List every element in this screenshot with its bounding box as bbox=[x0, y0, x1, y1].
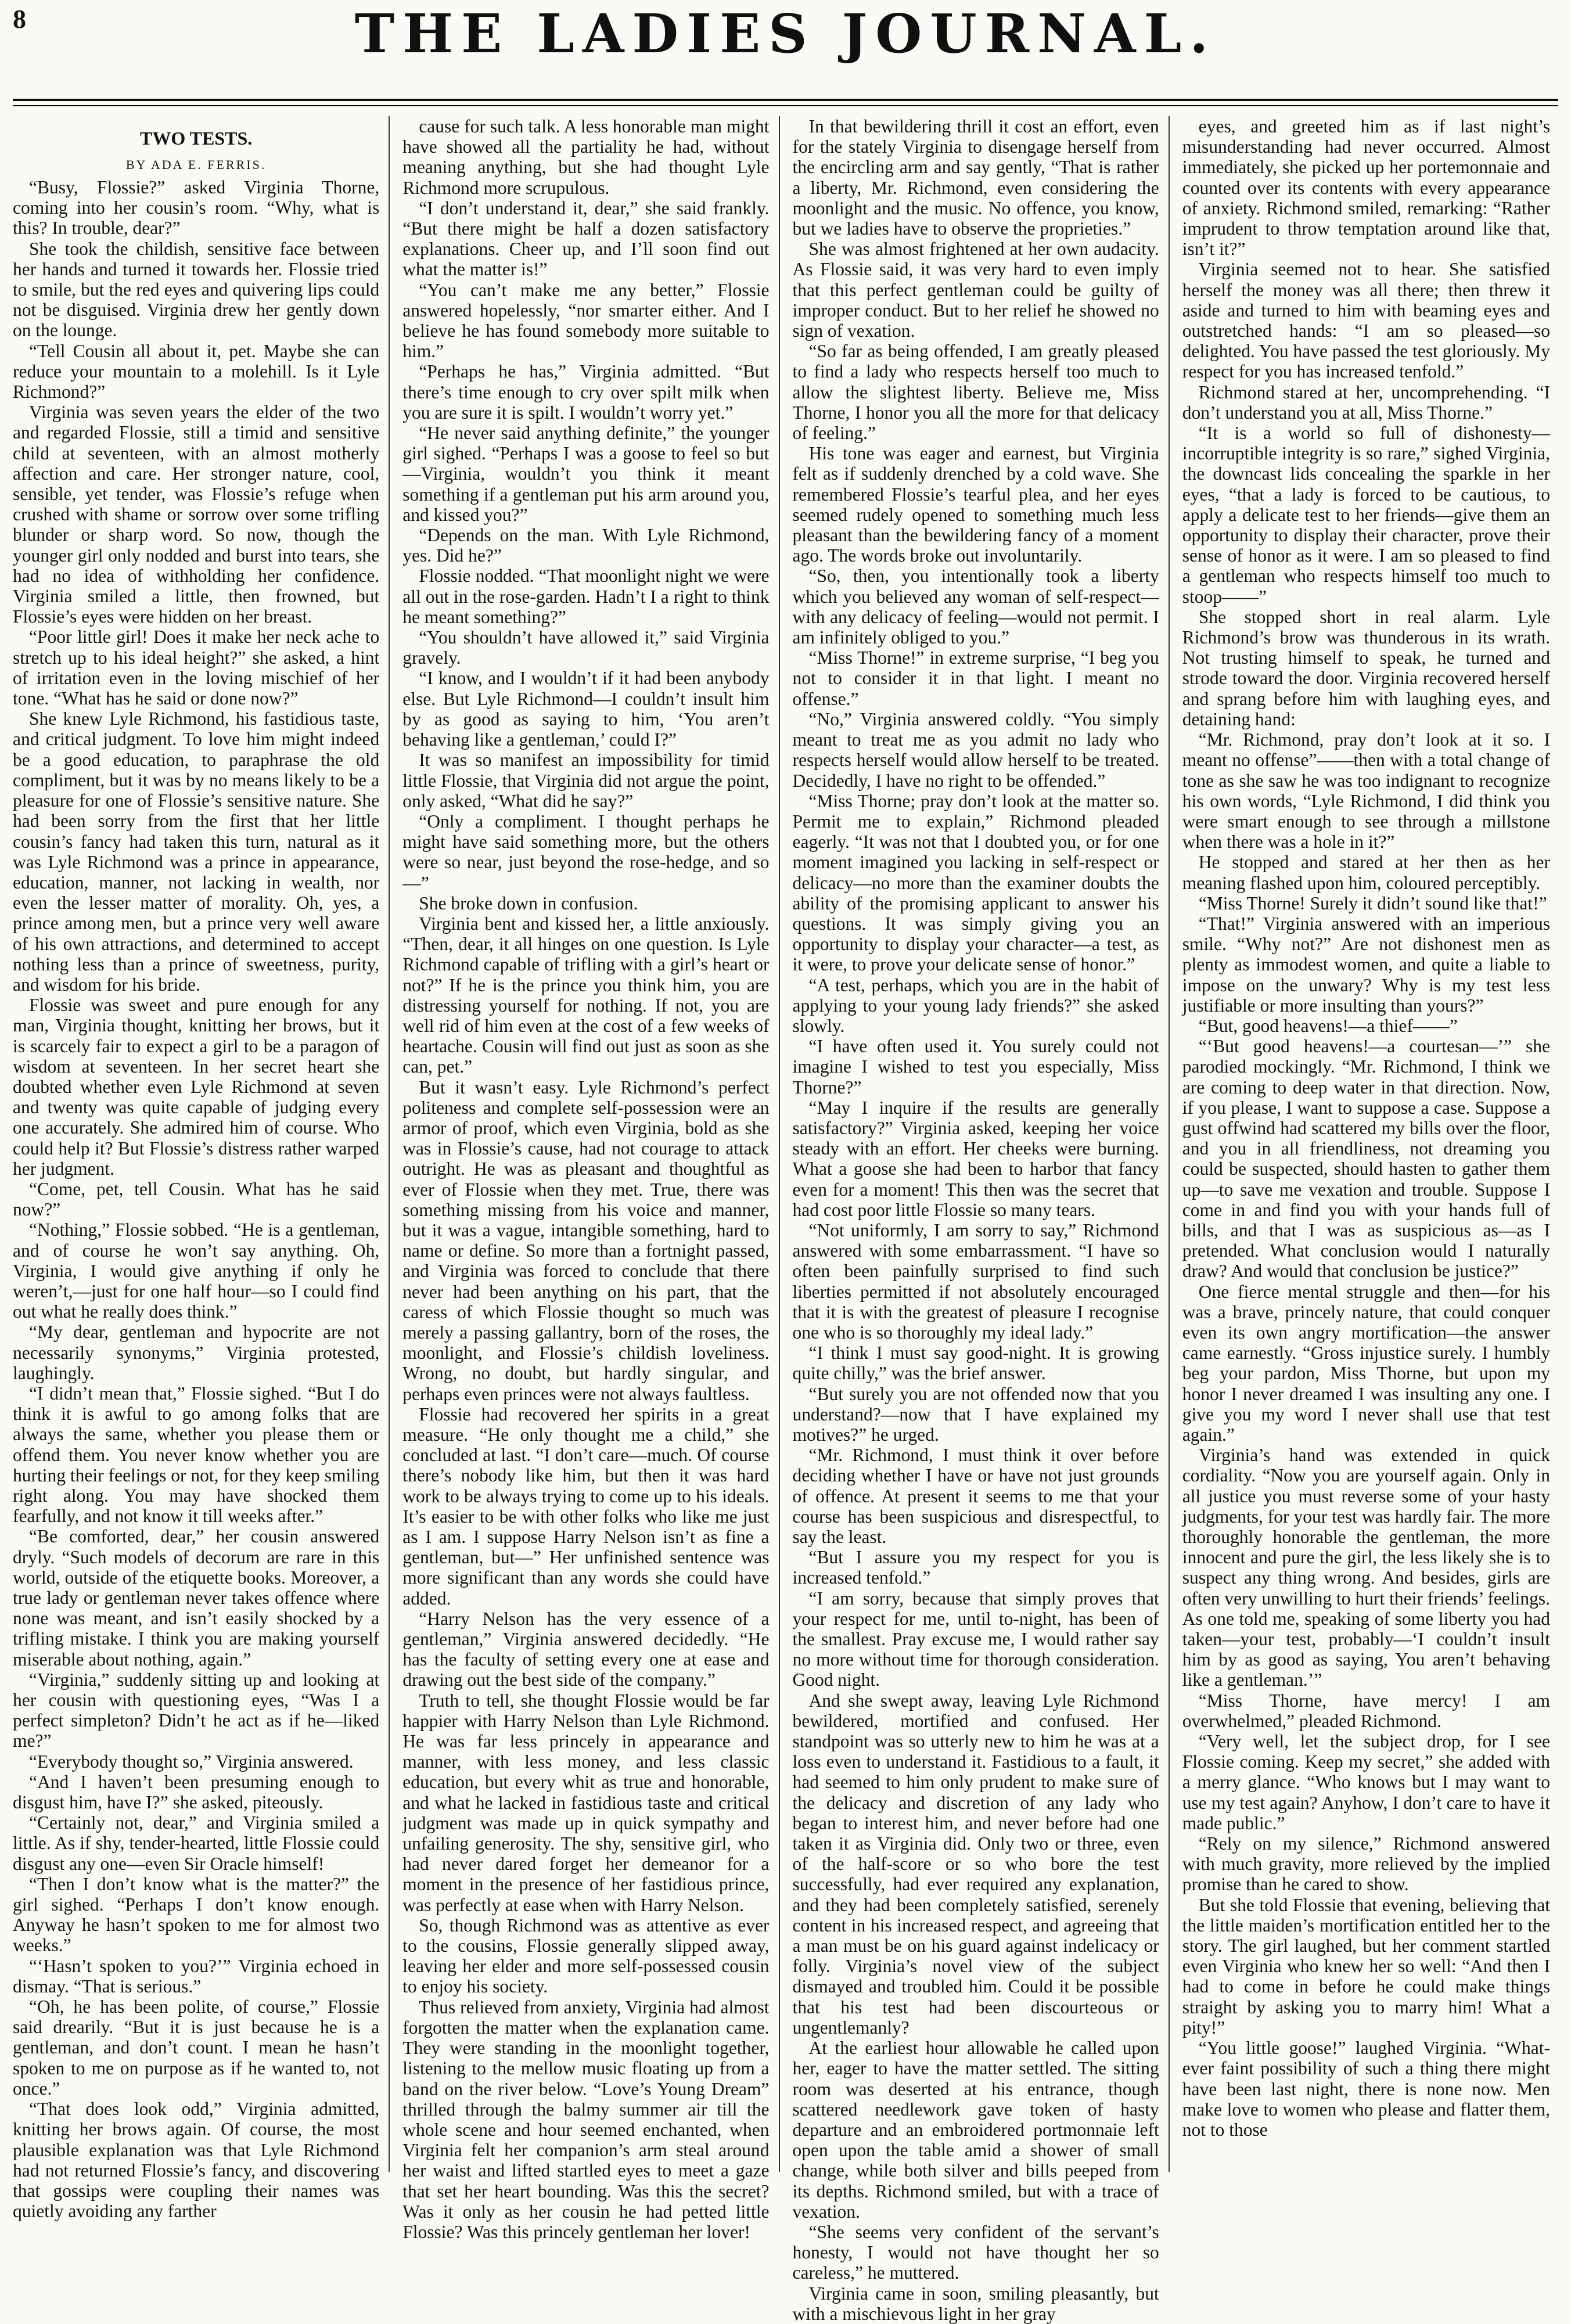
paragraph: cause for such talk. A less honorable man might have showed all the partiality he had, without meaning anything, but she had thought Lyle Richmond more scrupulous. bbox=[402, 116, 770, 198]
column-4 bbox=[1182, 116, 1559, 2172]
paragraph: She broke down in confusion. bbox=[419, 893, 638, 913]
journal-title: THE LADIES JOURNAL. bbox=[354, 2, 1217, 65]
paragraph: “Harry Nelson has the very essence of a gentleman,” Virginia answered decidedly. “He has the faculty of setting every one at ease and drawing out the best side of the company.” bbox=[402, 1608, 770, 1690]
paragraph: “Come, pet, tell Cousin. What has he said now?” bbox=[13, 1178, 380, 1220]
paragraph: “Nothing,” Flossie sobbed. “He is a gentleman, and of course he won’t say anything. Oh, Virginia, I would give anything if only he weren’t,—just for one half hour—so I could find out what he really does think.” bbox=[13, 1219, 380, 1322]
paragraph: “I don’t understand it, dear,” she said frankly. “But there might be half a dozen satisfactory explanations. Cheer up, and I’ll soon find out what the matter is!” bbox=[402, 197, 770, 280]
column-1 bbox=[13, 116, 390, 2222]
paragraph: “Tell Cousin all about it, pet. Maybe she can reduce your mountain to a molehill. Is it Lyle Richmond?” bbox=[13, 340, 380, 402]
paragraph: “So far as being offended, I am greatly pleased to find a lady who respects herself too much to allow the slightest liberty. Believe me, Miss Thorne, I honor you all the more for that delicacy of feeling.” bbox=[792, 341, 1159, 444]
paragraph: “‘But good heavens!—a courtesan—’” she parodied mockingly. “Mr. Richmond, I think we are coming to deep water in that direction. Now, if you please, I want to suppose a case. Suppose a gust offwind had scattered my bills over the floor, and you in all friendliness, not dreaming you could be suspected, should hasten to gather them up—to save me vexation and trouble. Suppose I come in and find you with your hands full of bills, and that I was as suspicious as—as I pretended. What conclusion would I naturally draw? And would that conclusion be justice?” bbox=[1182, 1036, 1550, 1282]
paragraph: He stopped and stared at her then as her meaning flashed upon him, coloured perceptibly. bbox=[1182, 852, 1550, 893]
paragraph: Virginia came in soon, smiling pleasantly, but with a mischievous light in her gray bbox=[792, 2283, 1159, 2324]
paragraph: “Certainly not, dear,” and Virginia smiled a little. As if shy, tender-hearted, little Flossie could disgust any one—even Sir Oracle himself! bbox=[13, 1812, 380, 1874]
story-title: TWO TESTS. bbox=[139, 128, 253, 149]
paragraph: “Miss Thorne, have mercy! I am overwhelmed,” pleaded Richmond. bbox=[1182, 1690, 1550, 1731]
paragraph: “You can’t make me any better,” Flossie answered hopelessly, “nor smarter either. And I believe he has found somebody more suitable to him.” bbox=[402, 279, 770, 362]
paragraph: It was so manifest an impossibility for timid little Flossie, that Virginia did not argue the point, only asked, “What did he say?” bbox=[402, 750, 770, 811]
paragraph: “A test, perhaps, which you are in the habit of applying to your young lady friends?” she asked slowly. bbox=[792, 974, 1159, 1036]
paragraph: “But, good heavens!—a thief——” bbox=[1198, 1015, 1458, 1036]
paragraph: “Oh, he has been polite, of course,” Flossie said drearily. “But it is just because he is a gentleman, and don’t count. I mean he hasn’t spoken to me on purpose as if he wanted to, not once.” bbox=[13, 1996, 380, 2099]
paragraph: “So, then, you intentionally took a liberty which you believed any woman of self-respect—with any delicacy of feeling—would not permit. I am infinitely obliged to you.” bbox=[792, 566, 1159, 648]
paragraph: Virginia bent and kissed her, a little anxiously. “Then, dear, it all hinges on one question. Is Lyle Richmond capable of trifling with a girl’s heart or not?” If he is the prince you think him, you are distressing yourself for nothing. If not, you are well rid of him even at the cost of a few weeks of heartache. Cousin will find out just as soon as she can, pet.” bbox=[402, 913, 770, 1077]
masthead bbox=[0, 0, 1571, 116]
article-columns bbox=[13, 116, 1559, 2324]
paragraph: “I think I must say good-night. It is growing quite chilly,” was the brief answer. bbox=[792, 1343, 1159, 1384]
paragraph: “Busy, Flossie?” asked Virginia Thorne, coming into her cousin’s room. “Why, what is this? In trouble, dear?” bbox=[13, 177, 380, 239]
paragraph: She stopped short in real alarm. Lyle Richmond’s brow was thunderous in its wrath. Not trusting himself to speak, he turned and strode toward the door. Virginia recovered herself and sprang before him with laughing eyes, and detaining hand: bbox=[1182, 606, 1550, 729]
paragraph: Virginia’s hand was extended in quick cordiality. “Now you are yourself again. Only in all justice you must reverse some of your hasty judgments, for your test was hardly fair. The more thoroughly honorable the gentleman, the more innocent and pure the girl, the less likely she is to suspect any thing wrong. And besides, girls are often very unwilling to hurt their friends’ feelings. As one told me, speaking of some liberty you had taken—your test, probably—‘I couldn’t insult him by as good as saying, You aren’t behaving like a gentleman.’” bbox=[1182, 1445, 1550, 1690]
paragraph: So, though Richmond was as attentive as ever to the cousins, Flossie generally slipped away, leaving her elder and more self-possessed cousin to enjoy his society. bbox=[402, 1915, 770, 1997]
paragraph: “Rely on my silence,” Richmond answered with much gravity, more relieved by the implied promise than he cared to show. bbox=[1182, 1833, 1550, 1895]
paragraph: “‘Hasn’t spoken to you?’” Virginia echoed in dismay. “That is serious.” bbox=[13, 1955, 380, 1996]
paragraph: “Miss Thorne; pray don’t look at the matter so. Permit me to explain,” Richmond pleaded eagerly. “It was not that I doubted you, or for one moment imagined you lacking in self-respect or delicacy—no more than the examiner doubts the ability of the promising applicant to answer his questions. It was simply giving you an opportunity to display your character—a test, as it were, to prove your delicate sense of honor.” bbox=[792, 790, 1159, 975]
paragraph: “And I haven’t been presuming enough to disgust him, have I?” she asked, piteously. bbox=[13, 1771, 380, 1813]
paragraph: “May I inquire if the results are generally satisfactory?” Virginia asked, keeping her voice steady with an effort. Her cheeks were burning. What a goose she had been to harbor that fancy even for a moment! This then was the secret that had cost poor little Flossie so many tears. bbox=[792, 1097, 1159, 1220]
paragraph: “Be comforted, dear,” her cousin answered dryly. “Such models of decorum are rare in this world, outside of the etiquette books. Moreover, a true lady or gentleman never takes offence where none was meant, and isn’t easily shocked by a trifling mistake. I think you are making yourself miserable about nothing, again.” bbox=[13, 1526, 380, 1670]
paragraph: “Perhaps he has,” Virginia admitted. “But there’s time enough to cry over spilt milk when you are sure it is spilt. I wouldn’t worry yet.” bbox=[402, 361, 770, 423]
paragraph: “My dear, gentleman and hypocrite are not necessarily synonyms,” Virginia protested, laughingly. bbox=[13, 1322, 380, 1383]
paragraph: eyes, and greeted him as if last night’s misunderstanding had never occurred. Almost immediately, she picked up her portemonnaie and counted over its contents with every appearance of anxiety. Richmond smiled, remarking: “Rather imprudent to throw temptation around like that, isn’t it?” bbox=[1182, 116, 1550, 260]
paragraph: “But I assure you my respect for you is increased tenfold.” bbox=[792, 1547, 1159, 1588]
paragraph: One fierce mental struggle and then—for his was a brave, princely nature, that could conquer even its own angry mortification—the answer came earnestly. “Gross injustice surely. I humbly beg your pardon, Miss Thorne, but upon my honor I never dreamed I was insulting any one. I give you my word I never shall use that test again.” bbox=[1182, 1281, 1550, 1445]
paragraph: “Depends on the man. With Lyle Richmond, yes. Did he?” bbox=[402, 525, 770, 566]
story-byline: BY ADA E. FERRIS. bbox=[125, 157, 267, 172]
paragraph: Flossie nodded. “That moonlight night we were all out in the rose-garden. Hadn’t I a right to think he meant something?” bbox=[402, 566, 770, 627]
column-2 bbox=[402, 116, 779, 2242]
paragraph: “That does look odd,” Virginia admitted, knitting her brows again. Of course, the most plausible explanation was that Lyle Richmond had not returned Flossie’s fancy, and discovering that gossips were coupling their names was quietly avoiding any farther bbox=[13, 2099, 380, 2222]
paragraph: “Very well, let the subject drop, for I see Flossie coming. Keep my secret,” she added with a merry glance. “Who knows but I may want to use my test again? Anyhow, I don’t care to have it made public.” bbox=[1182, 1731, 1550, 1833]
paragraph: But she told Flossie that evening, believing that the little maiden’s mortification entitled her to the story. The girl laughed, but her comment startled even Virginia who knew her so well: “And then I had to come in before he could make things straight by asking you to marry him! What a pity!” bbox=[1182, 1894, 1550, 2038]
paragraph: “He never said anything definite,” the younger girl sighed. “Perhaps I was a goose to feel so but—Virginia, wouldn’t you think it meant something if a gentleman put his arm around you, and kissed you?” bbox=[402, 423, 770, 525]
paragraph: “Only a compliment. I thought perhaps he might have said something more, but the others were so near, just beyond the rose-hedge, and so—” bbox=[402, 811, 770, 893]
paragraph: “Mr. Richmond, I must think it over before deciding whether I have or have not just grounds of offence. At present it seems to me that your course has been suspicious and disrespectful, to say the least. bbox=[792, 1445, 1159, 1548]
paragraph: She took the childish, sensitive face between her hands and turned it towards her. Flossie tried to smile, but the red eyes and quivering lips could not be disguised. Virginia drew her gently down on the lounge. bbox=[13, 238, 380, 341]
paragraph: “You shouldn’t have allowed it,” said Virginia gravely. bbox=[402, 627, 770, 668]
paragraph: “Miss Thorne!” in extreme surprise, “I beg you not to consider it in that light. I meant no offense.” bbox=[792, 647, 1159, 709]
paragraph: “I didn’t mean that,” Flossie sighed. “But I do think it is awful to go among folks that are always the same, whether you please them or offend them. You never know whether you are hurting their feelings or not, for they keep smiling right along. You may have shocked them fearfully, and not know it till weeks after.” bbox=[13, 1383, 380, 1527]
paragraph: “No,” Virginia answered coldly. “You simply meant to treat me as you admit no lady who respects herself would allow herself to be treated. Decidedly, I have no right to be offended.” bbox=[792, 708, 1159, 791]
paragraph: Virginia seemed not to hear. She satisfied herself the money was all there; then threw it aside and turned to him with beaming eyes and outstretched hands: “I am so pleased—so delighted. You have passed the test gloriously. My respect for you has increased tenfold.” bbox=[1182, 259, 1550, 382]
paragraph: Flossie had recovered her spirits in a great measure. “He only thought me a child,” she concluded at last. “I don’t care—much. Of course there’s nobody like him, but then it was hard work to be always trying to come up to his ideals. It’s easier to be with other folks who like me just as I am. I suppose Harry Nelson isn’t as fine a gentleman, but—” Her unfinished sentence was more significant than any words she could have added. bbox=[402, 1404, 770, 1609]
paragraph: “Everybody thought so,” Virginia answered. bbox=[29, 1751, 354, 1772]
paragraph: “Virginia,” suddenly sitting up and looking at her cousin with questioning eyes, “Was I a perfect simpleton? Didn’t he act as if he—liked me?” bbox=[13, 1669, 380, 1751]
paragraph: Flossie was sweet and pure enough for any man, Virginia thought, knitting her brows, but it is scarcely fair to expect a girl to be a paragon of wisdom at seventeen. In her secret heart she doubted whether even Lyle Richmond at seven and twenty was quite capable of judging every one accurately. She admired him of course. Who could help it? But Flossie’s distress rather warped her judgment. bbox=[13, 995, 380, 1179]
paragraph: “You little goose!” laughed Virginia. “What-ever faint possibility of such a thing there might have been last night, there is none now. Men make love to women who please and flatter them, not to those bbox=[1182, 2038, 1550, 2140]
paragraph: Truth to tell, she thought Flossie would be far happier with Harry Nelson than Lyle Richmond. He was far less princely in appearance and manner, with less money, and less classic education, but every whit as true and honorable, and what he lacked in fastidious taste and critical judgment was made up in quick sympathy and unfailing generosity. The shy, sensitive girl, who had never dared forget her demeanor for a moment in the presence of her fastidious prince, was perfectly at ease when with Harry Nelson. bbox=[402, 1690, 770, 1915]
masthead-rule bbox=[13, 99, 1558, 106]
paragraph: She was almost frightened at her own audacity. As Flossie said, it was very hard to even imply that this perfect gentleman could be guilty of improper conduct. But to her relief he showed no sign of vexation. bbox=[792, 239, 1159, 341]
paragraph: “That!” Virginia answered with an imperious smile. “Why not?” Are not dishonest men as plenty as immodest women, and quite a liable to impose on the unwary? Why is my test less justifiable or more insulting than yours?” bbox=[1182, 913, 1550, 1016]
paragraph: “But surely you are not offended now that you understand?—now that I have explained my motives?” he urged. bbox=[792, 1383, 1159, 1445]
paragraph: In that bewildering thrill it cost an effort, even for the stately Virginia to disengage herself from the encircling arm and say gently, “That is rather a liberty, Mr. Richmond, even considering the moonlight and the music. No offence, you know, but we ladies have to observe the proprieties.” bbox=[792, 116, 1159, 239]
paragraph: And she swept away, leaving Lyle Richmond bewildered, mortified and confused. Her standpoint was so utterly new to him he was at a loss even to understand it. Fastidious to a fault, it had seemed to him only prudent to make sure of the delicacy and discretion of any lady who began to interest him, and never before had one taken it as Virginia did. Only two or three, even of the half-score or so who bore the test successfully, had ever required any explanation, and they had been completely satisfied, serenely content in his increased respect, and agreeing that a man must be on his guard against indelicacy or folly. Virginia’s novel view of the subject dismayed and troubled him. Could it be possible that his test had been discourteous or ungentlemanly? bbox=[792, 1690, 1159, 2038]
paragraph: “Not uniformly, I am sorry to say,” Richmond answered with some embarrassment. “I have so often been painfully surprised to find such liberties permitted if not absolutely encouraged that it is with the greatest of pleasure I recognise one who is so thoroughly my ideal lady.” bbox=[792, 1219, 1159, 1343]
paragraph: “Poor little girl! Does it make her neck ache to stretch up to his ideal height?” she asked, a hint of irritation even in the loving mischief of her tone. “What has he said or done now?” bbox=[13, 627, 380, 709]
paragraph: “I am sorry, because that simply proves that your respect for me, until to-night, has been of the smallest. Pray excuse me, I would rather say no more without time for thorough consideration. Good night. bbox=[792, 1588, 1159, 1690]
paragraph: She knew Lyle Richmond, his fastidious taste, and critical judgment. To love him might indeed be a good education, to paraphrase the old compliment, but it was by no means likely to be a pleasure for one of Flossie’s sensitive nature. She had been sorry from the first that her little cousin’s fancy had taken this turn, natural as it was Lyle Richmond was a prince in appearance, education, manner, not lacking in wealth, nor even the lesser matter of morality. Oh, yes, a prince among men, but a prince very well aware of his own attractions, and determined to accept nothing less than a prince of sweetness, purity, and wisdom for his bride. bbox=[13, 708, 380, 995]
paragraph: “Mr. Richmond, pray don’t look at it so. I meant no offense”——then with a total change of tone as she saw he was too indignant to recognize his own words, “Lyle Richmond, I did think you were smart enough to see through a millstone when there was a hole in it?” bbox=[1182, 729, 1550, 852]
paragraph: “I have often used it. You surely could not imagine I wished to test you especially, Miss Thorne?” bbox=[792, 1036, 1159, 1098]
paragraph: But it wasn’t easy. Lyle Richmond’s perfect politeness and complete self-possession were an armor of proof, which even Virginia, bold as she was in Flossie’s cause, had not courage to attack outright. He was as pleasant and thoughtful as ever of Flossie when they met. True, there was something missing from his voice and manner, but it was a vague, intangible something, hard to name or define. So more than a fortnight passed, and Virginia was forced to conclude that there never had been anything on his part, that the caress of which Flossie thought so much was merely a passing gallantry, born of the roses, the moonlight, and Flossie’s childish loveliness. Wrong, no doubt, but hardly singular, and perhaps even princes were not always faultless. bbox=[402, 1077, 770, 1404]
paragraph: Thus relieved from anxiety, Virginia had almost forgotten the matter when the explanation came. They were standing in the moonlight together, listening to the mellow music floating up from a band on the river below. “Love’s Young Dream” thrilled through the balmy summer air till the whole scene and hour seemed enchanted, when Virginia felt her companion’s arm steal around her waist and lifted startled eyes to meet a gaze that set her heart bounding. Was this the secret? Was it only as her cousin he had petted little Flossie? Was this princely gentleman her lover! bbox=[402, 1996, 770, 2242]
paragraph: “Then I don’t know what is the matter?” the girl sighed. “Perhaps I don’t know enough. Anyway he hasn’t spoken to me for almost two weeks.” bbox=[13, 1873, 380, 1956]
paragraph: “She seems very confident of the servant’s honesty, I would not have thought her so careless,” he muttered. bbox=[792, 2221, 1159, 2283]
paragraph: His tone was eager and earnest, but Virginia felt as if suddenly drenched by a cold wave. She remembered Flossie’s tearful plea, and her eyes seemed rudely opened to something much less pleasant than the bewildering fancy of a moment ago. The words broke out involuntarily. bbox=[792, 443, 1159, 566]
paragraph: At the earliest hour allowable he called upon her, eager to have the matter settled. The sitting room was deserted at his entrance, though scattered needlework gave token of hasty departure and an embroidered portmonnaie left open upon the table amid a shower of small change, while both silver and bills peeped from its depths. Richmond smiled, but with a trace of vexation. bbox=[792, 2038, 1159, 2222]
column-3 bbox=[792, 116, 1170, 2324]
page-number: 8 bbox=[13, 4, 26, 34]
paragraph: “Miss Thorne! Surely it didn’t sound like that!” bbox=[1198, 893, 1547, 913]
paragraph: “I know, and I wouldn’t if it had been anybody else. But Lyle Richmond—I couldn’t insult him by as good as saying to him, ‘You aren’t behaving like a gentleman,’ could I?” bbox=[402, 668, 770, 750]
paragraph: “It is a world so full of dishonesty—incorruptible integrity is so rare,” sighed Virginia, the downcast lids concealing the sparkle in her eyes, “that a lady is forced to be cautious, to apply a delicate test to her friends—give them an opportunity to display their character, prove their sense of honor as it were. I am so pleased to find a gentleman who respects himself too much to stoop——” bbox=[1182, 423, 1550, 607]
paragraph: Richmond stared at her, uncomprehending. “I don’t understand you at all, Miss Thorne.” bbox=[1182, 382, 1550, 423]
paragraph: Virginia was seven years the elder of the two and regarded Flossie, still a timid and sensitive child at seventeen, with an almost motherly affection and care. Her stronger nature, cool, sensible, yet tender, was Flossie’s refuge when crushed with shame or sorrow over some trifling blunder or sharp word. So now, though the younger girl only nodded and burst into tears, she had no idea of withholding her confidence. Virginia smiled a little, then frowned, but Flossie’s eyes were hidden on her breast. bbox=[13, 402, 380, 627]
